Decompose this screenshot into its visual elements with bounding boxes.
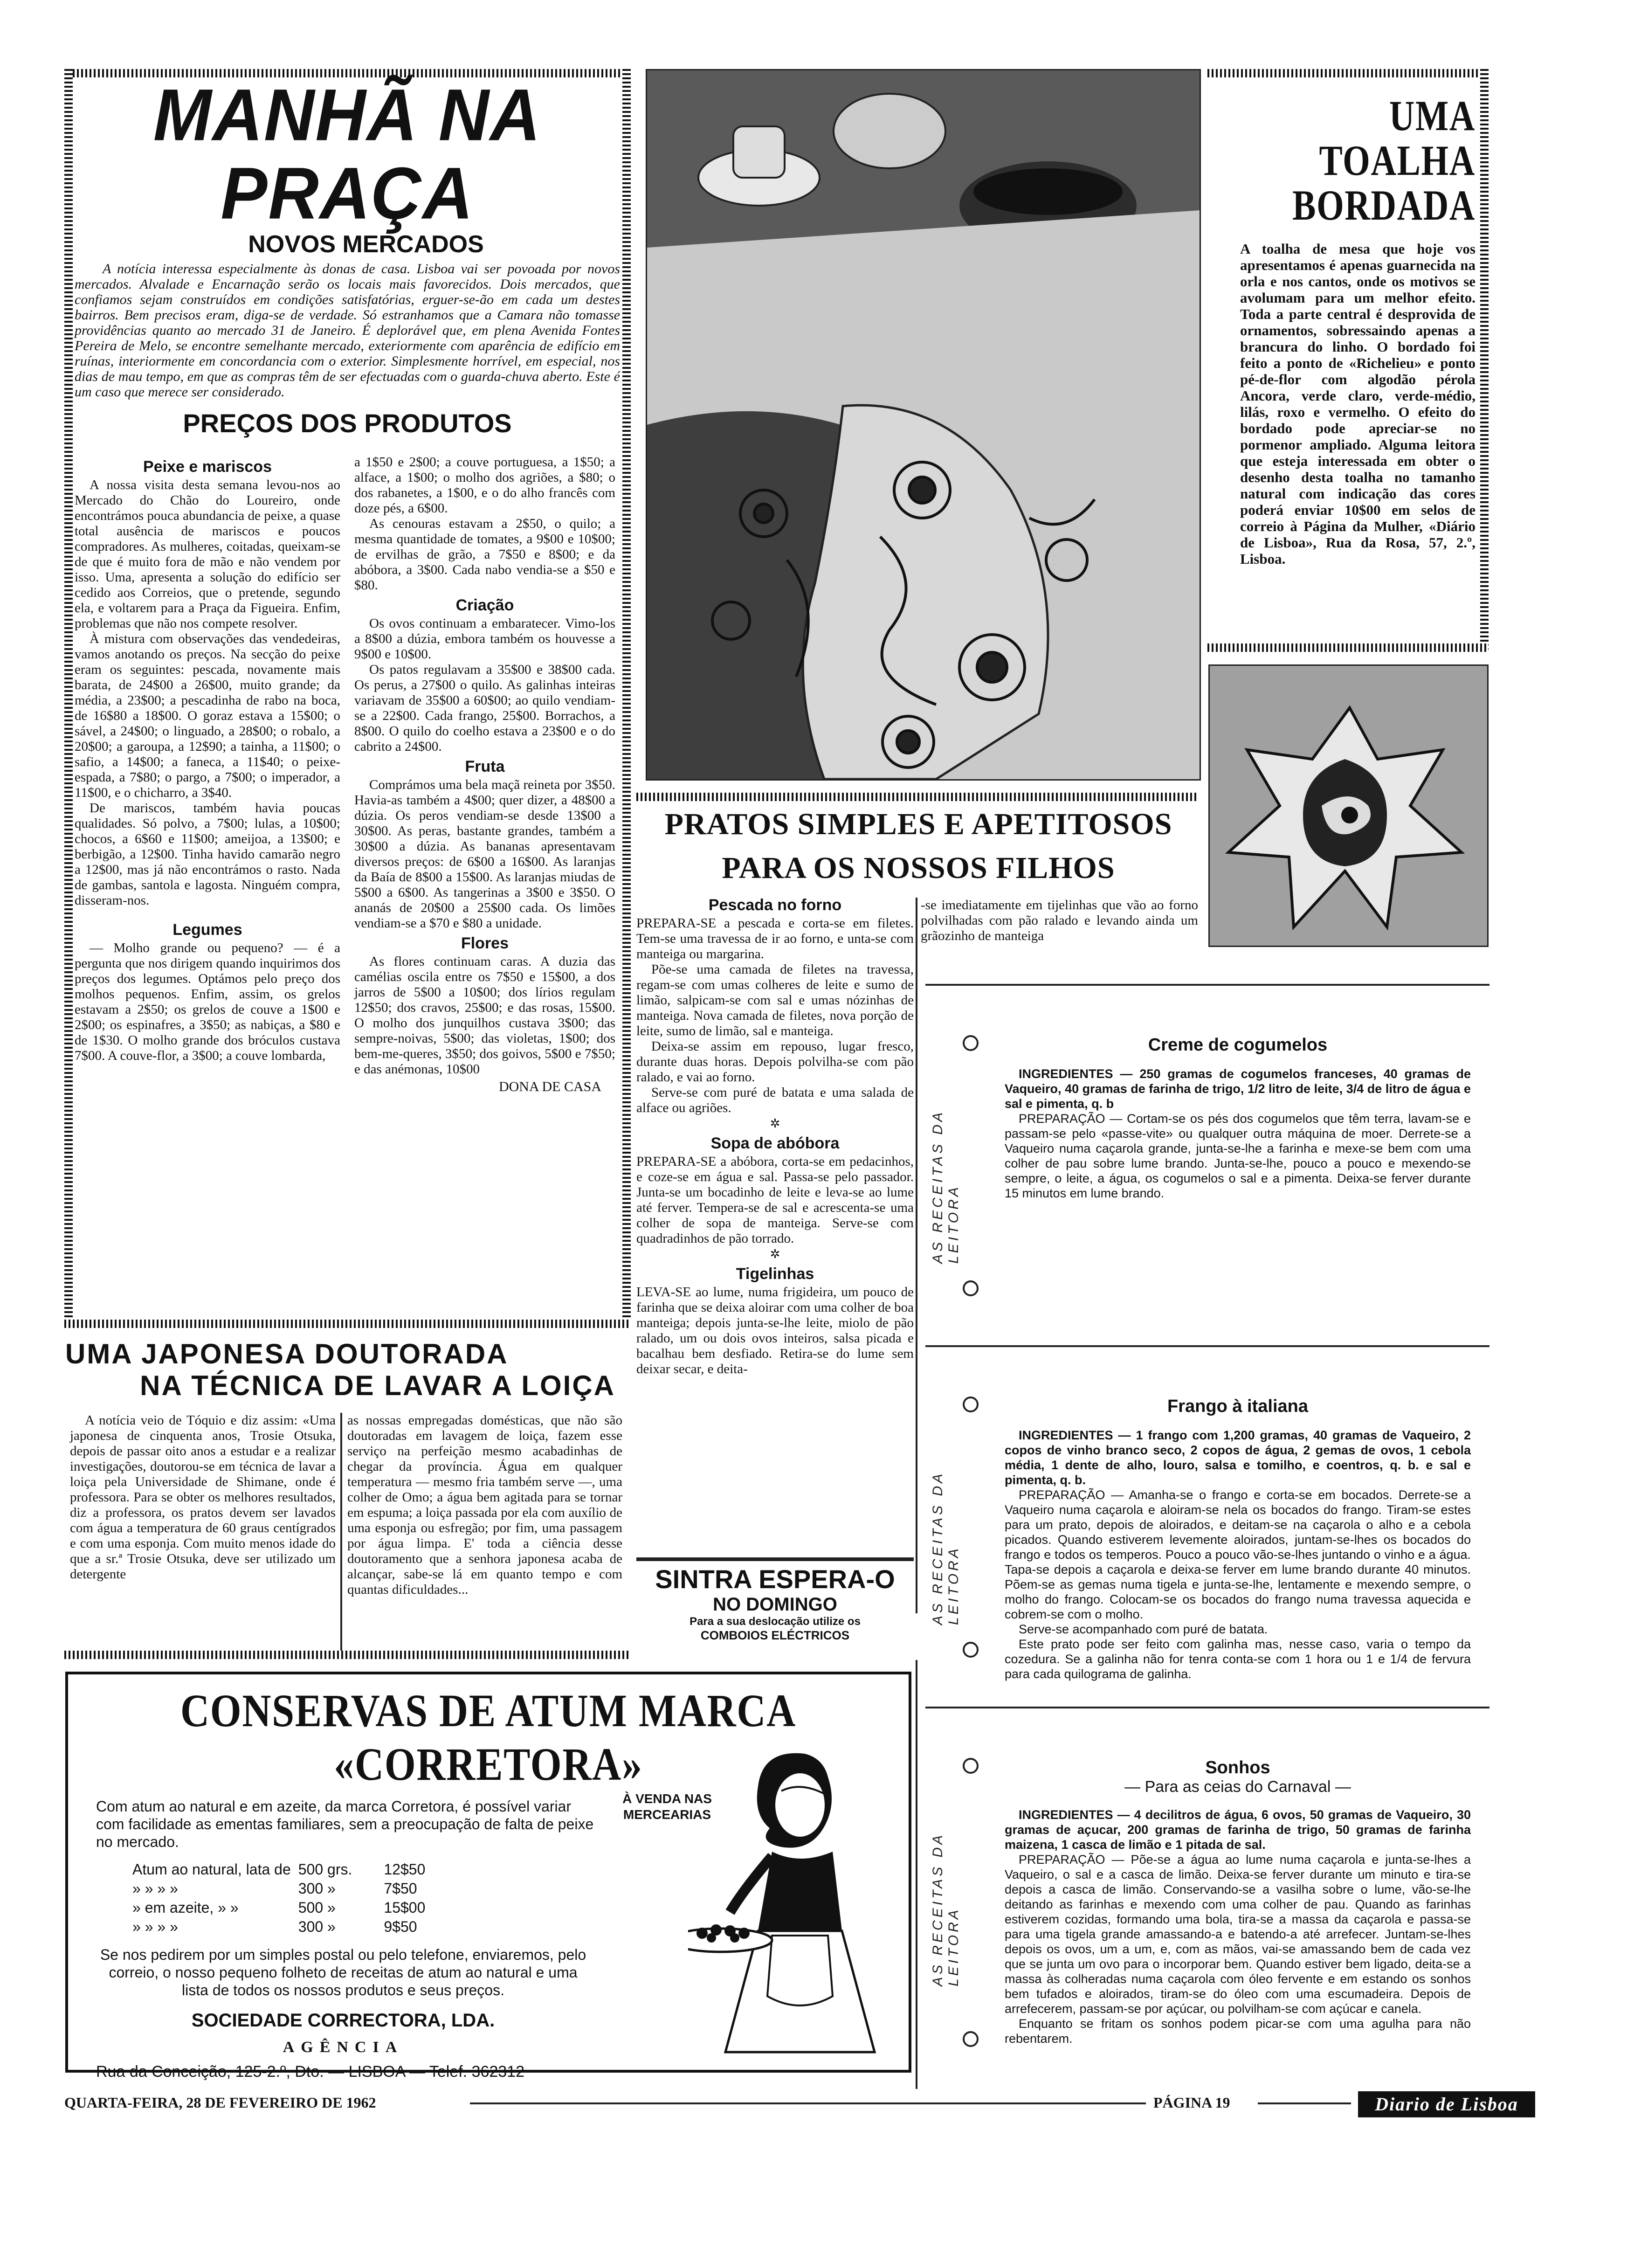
price-price: 9$50: [384, 1918, 417, 1935]
price-price: 12$50: [384, 1861, 426, 1878]
toalha-title-2: BORDADA: [1292, 181, 1476, 229]
paper-logo: [1358, 2091, 1535, 2117]
recipe-note: Este prato pode ser feito com galinha mas, nesse caso, varia o tempo da cozedura. Se a galinha não for tenra conta-se com 1 hora ou 1 e 1/4 de fervura para cada quilograma de galinha.: [1005, 1637, 1471, 1681]
ad-price-table: [129, 1860, 429, 1936]
japonesa-col2-text: as nossas empregadas domésticas, que não são doutoradas em lavagem de loiça, fazem esse serviço na perfeição mesmo acabadinhas de chegar da província. Água em qualquer temperatura — mesmo fria também serve —, uma colher de Omo; a água bem agitada para se tornar em espuma; a loiça passada por ela com auxílio de uma esponja ou esfregão; por fim, uma passagem por água limpa. E' toda a ciência desse doutoramento que a senhora japonesa acaba de alcançar, sabe-se lá em quanto tempo e com quantas dificuldades...: [347, 1413, 622, 1597]
peixe-p1: A nossa visita desta semana levou-nos ao Mercado do Chão do Loureiro, onde encontrámos pouca abundancia de peixe, a quase total ausência de mariscos e poucos compradores. As mulheres, coitadas, queixam-se de que é muito fora de mão e não vendem por isso. Uma, apresenta a solução do edifício ser cedido aos Correios, que o pretende, segundo ela, e voltarem para a Praça da Figueira. Enfim, problemas que não nos compete resolver.: [75, 477, 340, 631]
price-item: » » » »: [132, 1880, 178, 1897]
price-qty: 500 grs.: [298, 1861, 352, 1878]
japonesa-title-2: NA TÉCNICA DE LAVAR A LOIÇA: [140, 1370, 615, 1401]
recipe-title: Sonhos: [1205, 1758, 1270, 1777]
embroidery-detail-photo: [1208, 664, 1489, 947]
paper-logo-text: Diario de Lisboa: [1375, 2094, 1518, 2115]
recipe-ingredients: INGREDIENTES — 4 decilitros de água, 6 ovos, 50 gramas de Vaqueiro, 30 gramas de açucar, 200 gramas de farinha de trigo, 50 gramas de farinha maizena, 1 casca de limão e 1 pitada de sal.: [1005, 1808, 1471, 1852]
peixe-title: Peixe e mariscos: [143, 458, 272, 476]
recipe-ingredients: INGREDIENTES — 250 gramas de cogumelos franceses, 40 gramas de Vaqueiro, 40 gramas de farinha de trigo, 1/2 litro de leite, 3/4 de litro de água e sal e pimenta, q. b: [1005, 1067, 1471, 1111]
japonesa-section: [65, 1338, 625, 1402]
sintra-sub: NO DOMINGO: [713, 1594, 837, 1615]
criacao-p2: Os patos regulavam a 35$00 e 38$00 cada. Os perus, a 27$00 o quilo. As galinhas inteiras variavam de 35$00 a 60$00; ao quilo vendiam-se a 22$00. Cada frango, 25$00. Borrachos, a 8$00. O quilo do coelho estava a 23$00 e o do cabrito a 24$00.: [354, 662, 615, 754]
peixe-p3: De mariscos, também havia poucas qualidades. Só polvo, a 7$00; lulas, a 10$00; chocos, a 6$60 e 11$00; ameijoa, a 13$00; e berbigão, a 12$00. Tinha havido camarão negro a 12$00, mas já não encontrámos o rasto. Nada de gambas, santola e lagosta. Ninguém compra, disseram-nos.: [75, 801, 340, 908]
col2-p1: a 1$50 e 2$00; a couve portuguesa, a 1$50; a alface, a 1$00; o molho dos agriões, a $80; o dos rabanetes, a 1$00, e o do alho francês com doze pés, a 6$00.: [354, 455, 615, 516]
pratos-title-2: PARA OS NOSSOS FILHOS: [722, 851, 1115, 885]
japonesa-title-1: UMA JAPONESA DOUTORADA: [65, 1338, 509, 1369]
sintra-line2: COMBOIOS ELÉCTRICOS: [700, 1628, 850, 1642]
price-row: [129, 1917, 429, 1936]
price-qty: 300 »: [298, 1880, 336, 1897]
pescada-p2: Põe-se uma camada de filetes na travessa, regam-se com umas colheres de leite e sumo de limão, salpicam-se com sal e umas nózinhas de manteiga. Nova camada de filetes, nova porção de leite, sumo de limão, sal e manteiga.: [636, 962, 914, 1038]
recipe-hole-icon: [963, 1397, 979, 1412]
recipe-preparation: PREPARAÇÃO — Amanha-se o frango e corta-se em bocados. Derrete-se a Vaqueiro numa caçarola e aloiram-se nela os bocados do frango. Tiram-se estes para um prato, depois de aloirados, e deitam-se na caçarola o alho e a cebola picados. Quando estiverem levemente aloirados, juntam-se-lhes os bocados do frango e todos os temperos. Pouco a pouco vão-se-lhes juntando o vinho e a água. Tapa-se depois a caçarola e deixa-se ferver em lume brando durante 40 minutos. Põem-se as gemas numa tigela e junta-se-lhe, lentamente e mexendo sempre, o molho do frango. Colocam-se os bocados do frango numa travessa aquecida e cobrem-se com o molho.: [1005, 1488, 1471, 1621]
abobora-p1: PREPARA-SE a abóbora, corta-se em pedacinhos, e coze-se em água e sal. Passa-se pelo passador. Junta-se um bocadinho de leite e leva-se ao lume até ferver. Tempera-se de sal e acrescenta-se uma colher de sopa de manteiga. Serve-se com quadradinhos de pão torrado.: [636, 1154, 914, 1246]
japonesa-col1-text: A notícia veio de Tóquio e diz assim: «Uma japonesa de cinquenta anos, Trosie Otsuka, depois de passar oito anos a estudar e a realizar investigações, doutorou-se em técnica de lavar a loiça pela Universidade de Shimane, onde é professora. Para se obter os melhores resultados, diz a professora, os pratos devem ser lavados com água a temperatura de 60 graus centígrados e com uma esponja. Com muito menos idade do que a sr.ª Trosie Otsuka, deve ser utilizado um detergente: [70, 1413, 336, 1582]
tablecloth-illustration: [647, 70, 1200, 779]
price-row: [129, 1860, 429, 1879]
recipe-card: [925, 993, 1489, 1338]
footer-date: QUARTA-FEIRA, 28 DE FEVEREIRO DE 1962: [64, 2094, 376, 2111]
pescada-title: Pescada no forno: [708, 896, 842, 914]
manha-intro: A notícia interessa especialmente às donas de casa. Lisboa vai ser povoada por novos mercados. Alvalade e Encarnação serão os locais mais favorecidos. Dois mercados, que confiamos sejam construídos em condições satisfatórias, erguer-se-ão em cada um destes bairros. Bem precisos eram, diga-se de verdade. Só estranhamos que a Camara não tomasse providências quanto ao mercado 31 de Janeiro. É deplorável que, em plena Avenida Fontes Pereira de Melo, se encontre semelhante mercado, exteriormente com aparência de edifício em ruínas, interiormente em concordancia com o exterior. Simplesmente horrível, em especial, nos dias de mau tempo, em que as compras têm de ser efectuadas com o guarda-chuva aberto. Este é um caso que merece ser considerado.: [75, 261, 620, 400]
price-item: » em azeite, » »: [132, 1899, 239, 1916]
footer: [64, 2091, 1518, 2124]
recipe-card: [925, 1716, 1489, 2089]
pratos-title-1: PRATOS SIMPLES E APETITOSOS: [664, 807, 1172, 841]
manha-col2: [354, 455, 615, 1094]
japonesa-col2: [347, 1413, 622, 1597]
peixe-p2: À mistura com observações das vendedeiras, vamos anotando os preços. Na secção do peixe eram os seguintes: pescada, novamente mais barata, de 24$00 a 26$00, muito grande; da média, a 23$00; a pescadinha de rabo na boca, de 16$80 a 18$00. O goraz estava a 15$00; o sável, a 24$00; o linguado, a 28$00; o robalo, a 20$00; a garoupa, a 12$90; a tainha, a 11$00; o safio, a 14$00; a faneca, a 11$40; o peixe-espada, a 7$80; o pargo, a 7$00; o imperador, a 11$00, e o chicharro, a 3$40.: [75, 631, 340, 800]
recipe-hole-icon: [963, 1280, 979, 1296]
ad-company: SOCIEDADE CORRECTORA, LDA.: [191, 2010, 495, 2031]
legumes-title: Legumes: [172, 921, 242, 939]
tablecloth-photo: [646, 69, 1201, 781]
japonesa-col1: [70, 1413, 336, 1582]
criacao-title: Criação: [455, 596, 514, 614]
precos-title: PREÇOS DOS PRODUTOS: [183, 408, 512, 438]
recipe-side-label: AS RECEITAS DA LEITORA: [930, 1471, 961, 1625]
toalha-title-1: UMA TOALHA: [1319, 92, 1476, 184]
sintra-box: [636, 1557, 914, 1651]
atum-ad: [65, 1672, 911, 2081]
recipe-preparation: PREPARAÇÃO — Põe-se a água ao lume numa caçarola e junta-se-lhes a Vaqueiro, o sal e a casca de limão. Deixa-se ferver durante um minuto e tira-se depois a casca de limão. Conservando-se a vasilha sobre o lume, vão-se-lhe deitando as farinhas e mexendo com uma colher de pau. Quando as farinhas estiverem cozidas, formando uma bola, tira-se a massa da caçarola e passa-se para uma tigela grande amassando-a e batendo-a até arrefecer. Juntam-se-lhes depois os ovos, um a um, e, com as mãos, vai-se amassando bem de cada vez que se junta um ovo para o incorporar bem. Quando estiver bem ligado, deita-se a massa às colheradas numa caçarola com óleo fervente e em estando os sonhos bem tufados e aloirados, tiram-se do óleo com uma escumadeira. Depois de arrefecerem, passam-se por açúcar, ou polvilham-se com açúcar e canela.: [1005, 1853, 1471, 2016]
manha-col1: [75, 455, 340, 1064]
woman-serving-illustration: [688, 1735, 893, 2057]
recipe-note: Enquanto se fritam os sonhos podem picar-se com uma agulha para não rebentarem.: [1005, 2017, 1471, 2046]
recipe-hole-icon: [963, 1035, 979, 1051]
signature: DONA DE CASA: [498, 1079, 601, 1094]
ad-address: Rua da Conceição, 125-2.º, Dto. — LISBOA — Telef. 362312: [96, 2063, 524, 2081]
legumes-p1: — Molho grande ou pequeno? — é a pergunta que nos dirigem quando inquirimos dos preços dos legumes. Optámos pelo preço dos molhos pequenos. Enfim, assim, os grelos estavam a 2$50; os grelos de couve a 1$00 e 2$00; os espinafres, a 3$50; as nabiças, a $80 e de 1$30. O molho grande dos bróculos custava 7$00. A couve-flor, a 3$00; a couve lombarda,: [75, 940, 340, 1063]
tigelinhas-title: Tigelinhas: [736, 1265, 814, 1283]
tigelinhas-p1: LEVA-SE ao lume, numa frigideira, um pouco de farinha que se deixa aloirar com uma colher de boa manteiga; depois junta-se-lhe leite, miolo de pão ralado, um ou dois ovos inteiros, salsa picada e bacalhau bem desfiado. Retira-se do lume sem deixar secar, e deita-: [636, 1285, 914, 1376]
pratos-section: [639, 807, 1198, 886]
recipe-hole-icon: [963, 2031, 979, 2047]
price-row: [129, 1879, 429, 1898]
flores-p1: As flores continuam caras. A duzia das camélias oscila entre os 7$50 e 15$00, a dos jarros de 5$00 a 10$00; dos lírios regulam 12$50; dos cravos, 25$00; e das rosas, 15$00. O molho dos junquilhos custava 3$00; das sempre-noivas, 5$00; das violetas, 1$00; dos bem-me-queres, 3$50; dos goivos, 5$00 e 7$50; e das anémonas, 10$00: [354, 954, 615, 1077]
pescada-p1: PREPARA-SE a pescada e corta-se em filetes. Tem-se uma travessa de ir ao forno, e unta-se com manteiga ou margarina.: [636, 916, 914, 961]
manha-title: MANHÃ NA PRAÇA: [153, 73, 542, 235]
recipe-title: Creme de cogumelos: [1148, 1035, 1328, 1055]
recipe-hole-icon: [963, 1642, 979, 1658]
price-price: 15$00: [384, 1899, 426, 1916]
fruta-title: Fruta: [465, 758, 505, 775]
pratos-col2: [921, 898, 1198, 944]
sintra-line1: Para a sua deslocação utilize os: [689, 1615, 861, 1628]
price-price: 7$50: [384, 1880, 417, 1897]
pratos-col1: Pescada no forno PREPARA-SE a pescada e corta-se em filetes. Tem-se uma travessa de ir ao forno, e unta-se com manteiga ou margarina. Põe-se uma camada de filetes na travessa, regam-se com umas colheres de leite e sumo de limão, salpicam-se com sal e umas nózinhas de manteiga. Nova camada de filetes, nova porção de leite, sumo de limão, sal e manteiga. Deixa-se assim em repouso, lugar fresco, durante duas horas. Depois polvilha-se com pão ralado, e vai ao forno. Serve-se com puré de batata e uma salada de alface ou agriões. ✲ Sopa de abóbora PREPARA-SE a abóbora, corta-se em pedacinhos, e coze-se em água e sal. Passa-se pelo passador. Junta-se um bocadinho de leite e leva-se ao lume até ferver. Tempera-se de sal e acrescenta-se uma colher de sopa de manteiga. Serve-se com quadradinhos de pão torrado. ✲ Tigelinhas LEVA-SE ao lume, numa frigideira, um pouco de farinha que se deixa aloirar com uma colher de boa manteiga; depois junta-se-lhe leite, miolo de pão ralado, um ou dois ovos inteiros, salsa picada e bacalhau bem desfiado. Retira-se do lume sem deixar secar, e deita-: [636, 896, 914, 1376]
abobora-title: Sopa de abóbora: [710, 1134, 840, 1152]
price-row: [129, 1898, 429, 1917]
price-qty: 500 »: [298, 1899, 336, 1916]
recipe-note: Serve-se acompanhado com puré de batata.: [1019, 1622, 1268, 1636]
toalha-text: A toalha de mesa que hoje vos apresentamos é apenas guarnecida na orla e nos cantos, onde os motivos se avolumam para um melhor efeito. Toda a parte central é desprovida de ornamentos, sobressaindo apenas a brancura do linho. O bordado foi feito a ponto de «Richelieu» e ponto pé-de-flor com algodão pérola Ancora, verde claro, verde-médio, lilás, roxo e vermelho. O efeito do bordado pode apreciar-se no pormenor ampliado. Alguma leitora que esteja interessada em obter o desenho desta toalha no tamanho natural com indicação das cores poderá enviar 10$00 em selos de correio à Página da Mulher, «Diário de Lisboa», Rua da Rosa, 57, 2.º, Lisboa.: [1240, 241, 1476, 567]
recipe-subtitle: — Para as ceias do Carnaval —: [1124, 1778, 1351, 1796]
flores-title: Flores: [461, 934, 509, 952]
price-qty: 300 »: [298, 1918, 336, 1935]
criacao-p1: Os ovos continuam a embaratecer. Vimo-los a 8$00 a dúzia, embora também os houvesse a 9$00 e 10$00.: [354, 616, 615, 662]
col2-p2: As cenouras estavam a 2$50, o quilo; a mesma quantidade de tomates, a 9$00 e 10$00; de ervilhas de grão, a 7$50 e 8$00; e da abóbora, a 3$00. Cada nabo vendia-se a $50 e $80.: [354, 516, 615, 593]
recipe-side-label: AS RECEITAS DA LEITORA: [930, 1832, 961, 1986]
pescada-cont: -se imediatamente em tijelinhas que vão ao forno polvilhadas com pão ralado e levando ainda um grãozinho de manteiga: [921, 898, 1198, 943]
sintra-title: SINTRA ESPERA-O: [655, 1564, 895, 1594]
recipe-preparation: PREPARAÇÃO — Cortam-se os pés dos cogumelos que têm terra, lavam-se e passam-se pelo «passe-vite» ou qualquer outra máquina de moer. Derrete-se a Vaqueiro numa caçarola grande, junta-se-lhe a farinha e mexe-se bem com uma colher de pau sobre lume brando. Junta-se-lhe, pouco a pouco e mexendo-se sempre, o leite, a água, os cogumelos o sal e a pimenta. Deixa-se ferver durante 15 minutos em lume brando.: [1005, 1112, 1471, 1200]
ad-outro: Se nos pedirem por um simples postal ou pelo telefone, enviaremos, pelo correio, o nosso pequeno folheto de receitas de atum ao natural e uma lista de todos os nossos produtos e seus preços.: [100, 1946, 586, 1998]
footer-page: PÁGINA 19: [1146, 2094, 1237, 2111]
price-item: » » » »: [132, 1918, 178, 1935]
embroidery-detail-illustration: [1210, 666, 1487, 946]
recipe-title: Frango à italiana: [1167, 1397, 1308, 1416]
recipe-card: [925, 1355, 1489, 1700]
manha-subtitle: NOVOS MERCADOS: [248, 231, 484, 258]
fruta-p1: Comprámos uma bela maçã reineta por 3$50. Havia-as também a 4$00; quer dizer, a 48$00 a dúzia. Os peros vendiam-se desde 13$00 a 30$00. As peras, bastante grandes, também a 30$00 a dúzia. As bananas apresentavam diversos preços: de 6$00 a 16$00. As laranjas da Baía de 8$00 a 15$00. As laranjas miudas de 5$00 a 6$00. As tangerinas a 3$00 e 3$50. O ananás de 20$00 a 25$00 cada. Os limões vendiam-se a $70 e $80 a unidade.: [354, 777, 615, 931]
ad-venda: À VENDA NAS MERCEARIAS: [622, 1791, 712, 1822]
recipe-side-label: AS RECEITAS DA LEITORA: [930, 1110, 961, 1264]
ad-intro: Com atum ao natural e em azeite, da marca Corretora, é possível variar com facilidade as ementas familiares, sem a preocupação de falta de peixe no mercado.: [96, 1798, 594, 1850]
manha-section: [75, 73, 620, 440]
ad-title: CONSERVAS DE ATUM MARCA «CORRETORA»: [180, 1685, 797, 1790]
pescada-p3: Deixa-se assim em repouso, lugar fresco, durante duas horas. Depois polvilha-se com pão ralado, e vai ao forno.: [636, 1039, 914, 1085]
toalha-section: [1221, 93, 1476, 567]
recipe-hole-icon: [963, 1758, 979, 1774]
price-item: Atum ao natural, lata de: [132, 1861, 291, 1878]
recipe-ingredients: INGREDIENTES — 1 frango com 1,200 gramas, 40 gramas de Vaqueiro, 2 copos de vinho branco seco, 2 copos de água, 2 gemas de ovos, 1 cebola média, 1 dente de alho, louro, salsa e tomilho, e coentros, q. b. e sal e pimenta, q. b.: [1005, 1428, 1471, 1487]
pescada-p4: Serve-se com puré de batata e uma salada de alface ou agriões.: [636, 1085, 914, 1115]
ad-agency: AGÊNCIA: [283, 2039, 404, 2056]
